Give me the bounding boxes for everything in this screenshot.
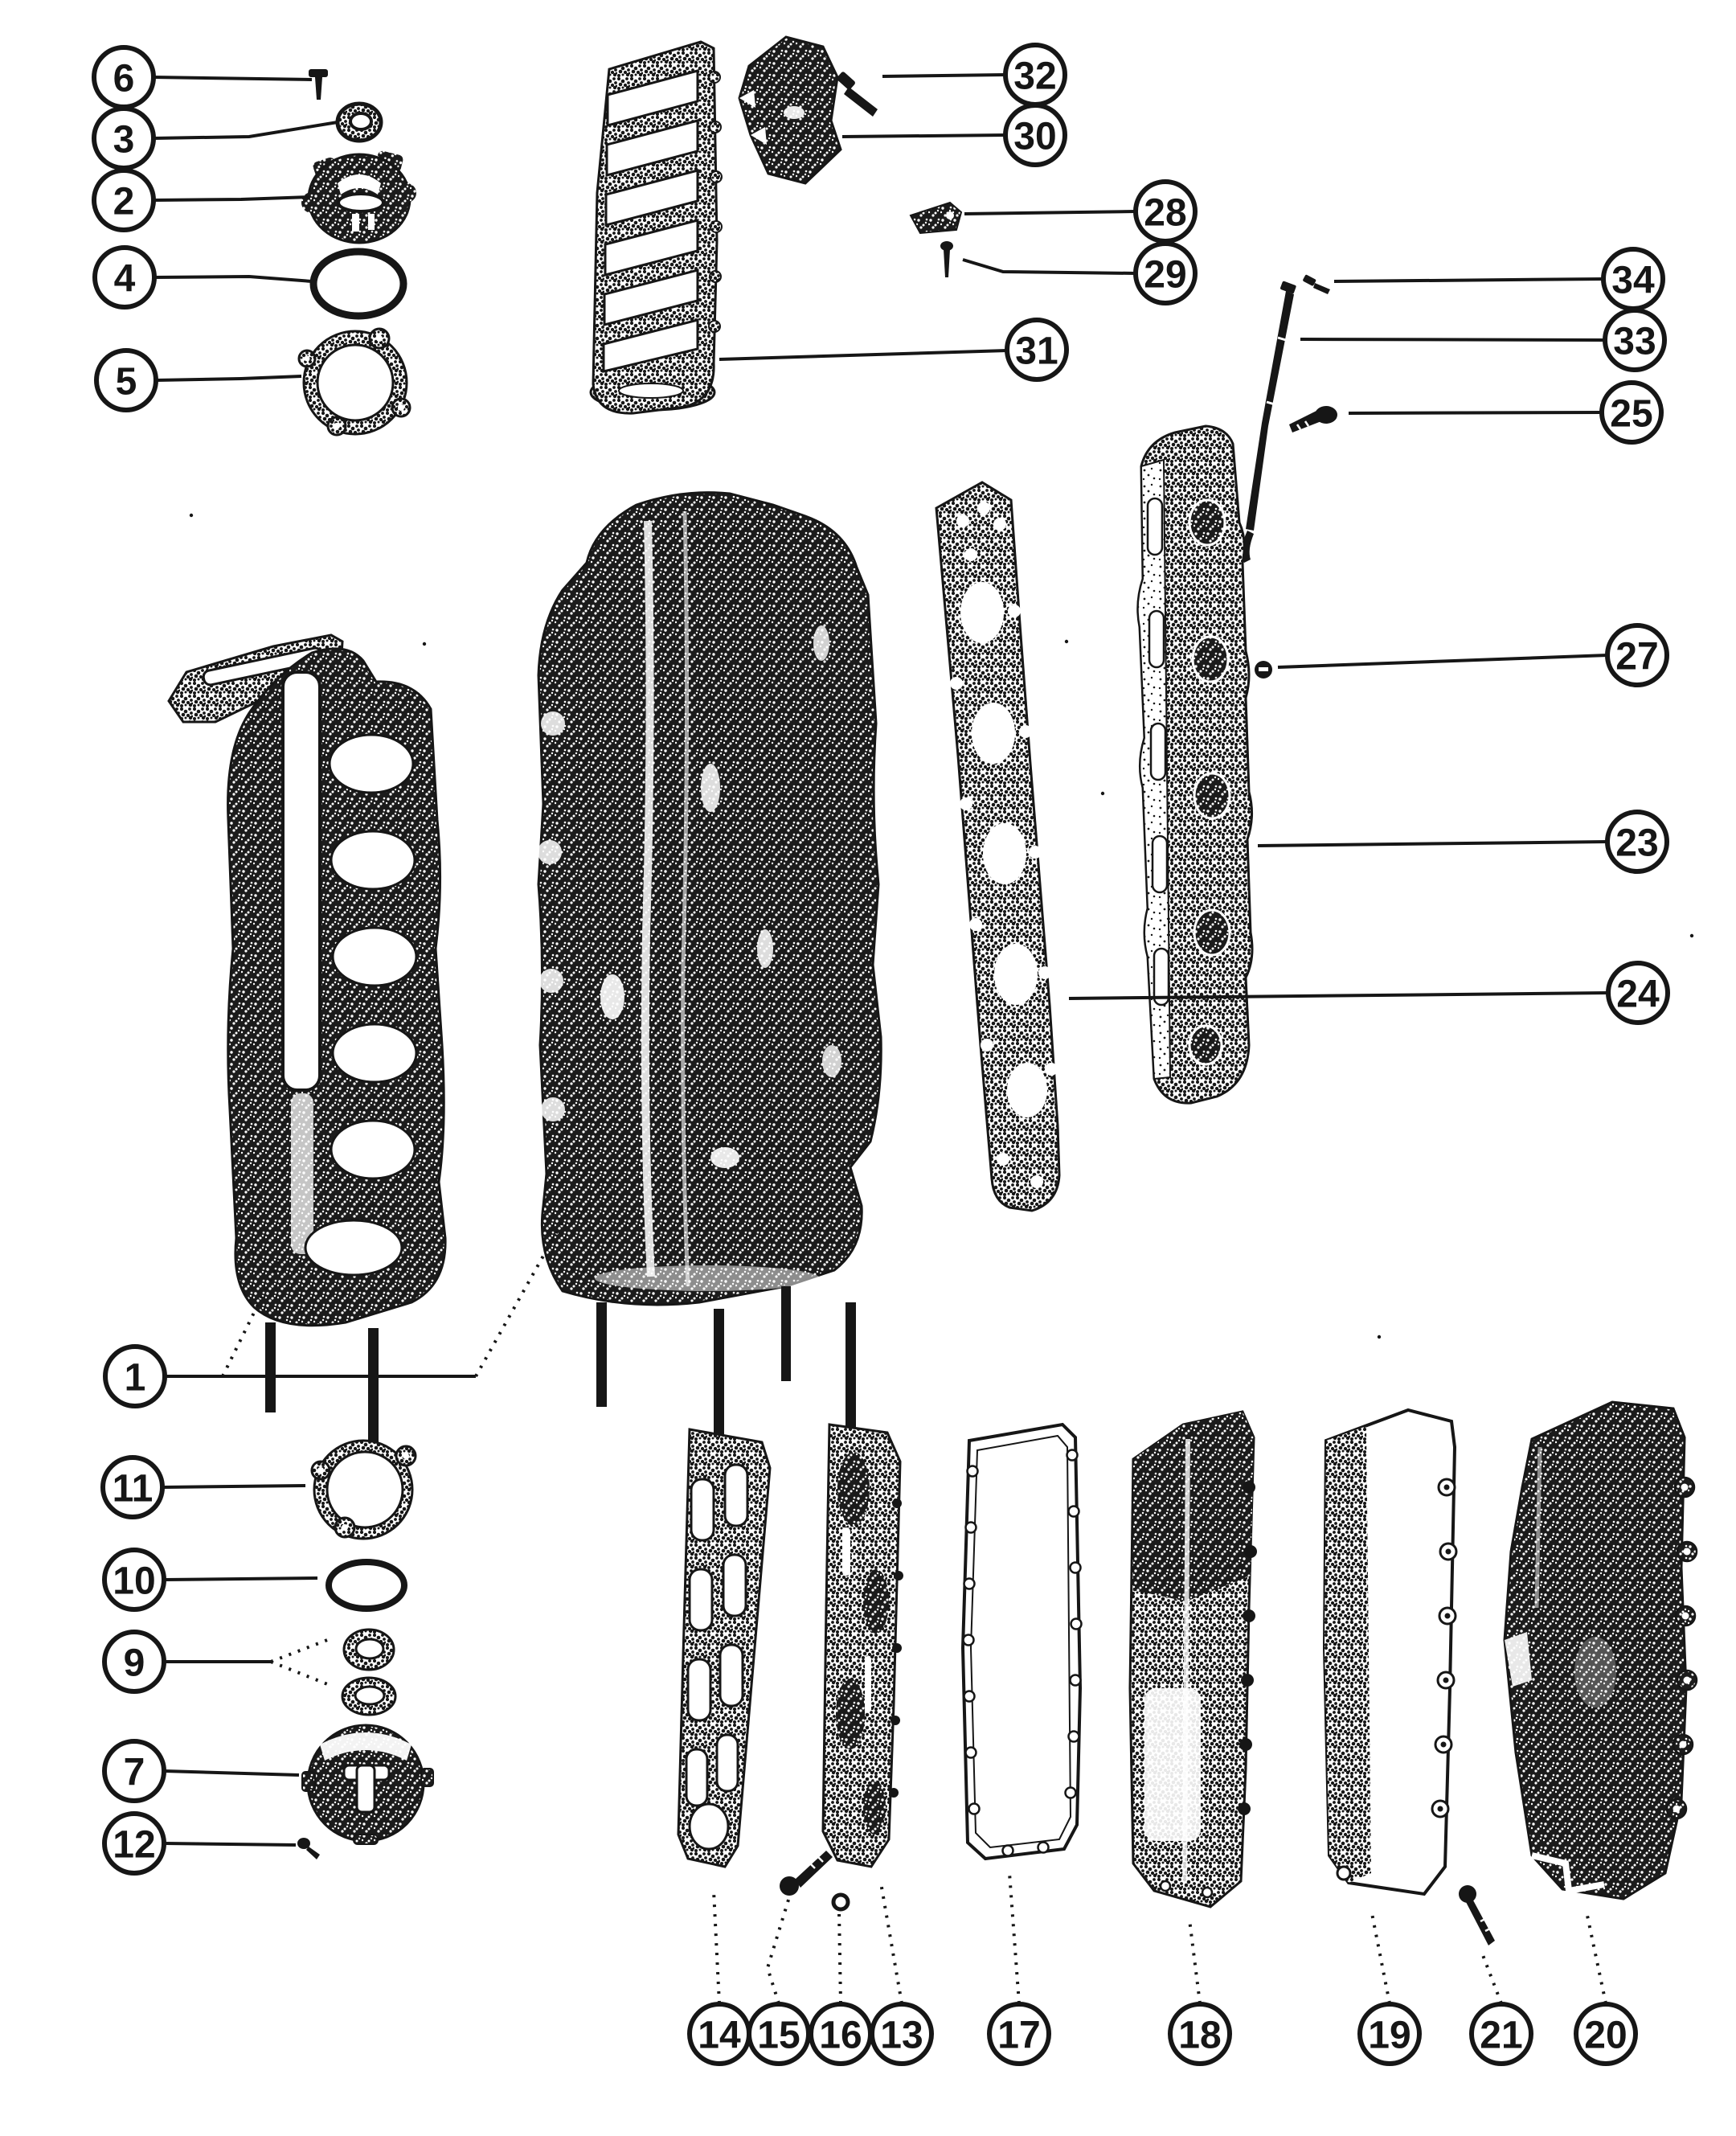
callout-number: 7 [123, 1751, 145, 1794]
noise-dot [1065, 640, 1068, 643]
part-screw-6 [309, 69, 328, 100]
head-machined-flange [1138, 460, 1170, 1079]
callout-18 [1170, 1920, 1230, 2064]
callout-number: 6 [113, 57, 135, 100]
callout-number: 21 [1480, 2014, 1523, 2057]
callout-17 [989, 1873, 1049, 2064]
part-link-rod-33 [1242, 281, 1296, 563]
callout-29 [963, 244, 1195, 303]
callout-15 [749, 1897, 809, 2064]
callout-number: 34 [1611, 259, 1655, 302]
leader-line [839, 1912, 841, 2003]
leader-line [768, 1897, 789, 2003]
part-bolt-21 [1459, 1885, 1495, 1945]
leader-line [842, 135, 1005, 137]
leader-line [271, 1662, 334, 1687]
leader-line [1483, 1955, 1501, 2003]
callout-7 [104, 1741, 299, 1801]
callout-number: 4 [113, 257, 136, 301]
callout-2 [94, 170, 309, 230]
leader-line [165, 1843, 296, 1845]
leader-line [154, 77, 312, 80]
part-end-cap-gasket-5 [299, 329, 410, 435]
callout-number: 29 [1144, 253, 1187, 297]
callout-12 [104, 1814, 296, 1873]
leader-line [154, 122, 338, 138]
leader-line [719, 351, 1007, 359]
leader-line [156, 376, 301, 380]
callout-number: 28 [1144, 191, 1187, 235]
leader-line [1334, 279, 1603, 281]
callout-number: 27 [1615, 635, 1659, 679]
leader-line [963, 260, 1136, 273]
callout-number: 23 [1615, 822, 1659, 865]
callout-number: 18 [1178, 2014, 1222, 2057]
noise-dot [1378, 1335, 1381, 1339]
callout-4 [95, 248, 312, 307]
callout-number: 1 [124, 1356, 146, 1400]
part-bolt-15 [780, 1851, 833, 1896]
callout-number: 33 [1613, 320, 1656, 363]
callout-19 [1360, 1909, 1419, 2064]
callout-3 [94, 109, 338, 168]
callout-27 [1278, 625, 1667, 685]
part-screw-12 [297, 1838, 320, 1859]
noise-dot [190, 514, 193, 517]
callout-number: 9 [123, 1642, 145, 1685]
callout-number: 5 [115, 360, 137, 404]
callout-33 [1300, 310, 1664, 370]
leader-line [165, 1578, 317, 1580]
part-end-cap-7 [302, 1725, 433, 1844]
noise-dot [423, 642, 426, 646]
callout-number: 15 [757, 2014, 800, 2057]
leader-line [163, 1486, 305, 1487]
part-cylinder-head-23 [1138, 426, 1252, 1103]
part-washer-16 [833, 1895, 848, 1909]
leader-line [1278, 655, 1607, 667]
callout-number: 16 [819, 2014, 862, 2057]
part-crankcase-front-half-1 [169, 635, 445, 1481]
callout-9 [104, 1632, 334, 1691]
leader-line [882, 75, 1005, 76]
part-retainer-28 [911, 203, 961, 233]
callout-number: 32 [1013, 55, 1057, 98]
callout-number: 14 [698, 2014, 741, 2057]
part-screw-34 [1302, 274, 1330, 294]
callout-30 [842, 105, 1065, 165]
callout-number: 19 [1368, 2014, 1411, 2057]
part-head-gasket-24 [936, 482, 1059, 1211]
callout-number: 17 [997, 2014, 1041, 2057]
leader-line [964, 211, 1136, 214]
part-plug-27 [1255, 661, 1272, 679]
part-plate-13 [823, 1425, 903, 1867]
callout-14 [690, 1891, 749, 2064]
callout-number: 24 [1616, 973, 1660, 1016]
part-bolt-25 [1289, 406, 1337, 433]
callout-6 [94, 47, 312, 107]
part-cover-gasket-17 [963, 1425, 1082, 1859]
part-divider-plate-14 [678, 1429, 770, 1867]
part-seal-rings-9 [342, 1630, 395, 1715]
part-reed-block-30 [739, 37, 841, 183]
callout-11 [103, 1457, 305, 1517]
part-inner-exhaust-plate-18 [1130, 1412, 1257, 1907]
part-baffle-plate-31 [591, 42, 722, 413]
part-screw-29 [940, 241, 953, 277]
callout-21 [1472, 1955, 1531, 2064]
callout-20 [1576, 1912, 1636, 2064]
callout-23 [1258, 812, 1667, 871]
leader-line [1300, 339, 1605, 340]
callout-16 [811, 1912, 870, 2064]
callout-number: 30 [1013, 115, 1057, 158]
callout-13 [872, 1883, 931, 2064]
callout-number: 20 [1584, 2014, 1628, 2057]
callout-28 [964, 182, 1195, 241]
callout-31 [719, 320, 1067, 379]
noise-dot [1690, 934, 1693, 937]
part-outer-exhaust-gasket-19 [1325, 1410, 1456, 1894]
callout-number: 25 [1610, 392, 1653, 436]
leader-line [1349, 412, 1602, 413]
leader-line [1371, 1909, 1390, 2003]
leader-line [881, 1883, 902, 2003]
leader-line [714, 1891, 719, 2003]
callout-number: 3 [113, 118, 135, 162]
callout-5 [96, 351, 301, 410]
callout-32 [882, 45, 1065, 105]
part-o-ring-10 [329, 1562, 404, 1609]
leader-line [154, 197, 309, 200]
leader-line [271, 1638, 334, 1662]
part-o-ring-4 [313, 252, 403, 316]
noise-dot [1101, 792, 1104, 795]
leader-line [1587, 1912, 1606, 2003]
callout-10 [104, 1550, 317, 1609]
part-grommet-3 [338, 104, 381, 141]
callout-number: 12 [113, 1823, 156, 1867]
callout-number: 10 [113, 1560, 156, 1603]
callout-number: 2 [113, 180, 135, 223]
callout-number: 11 [112, 1467, 154, 1511]
part-exhaust-cover-20 [1505, 1402, 1697, 1899]
leader-line [1009, 1873, 1019, 2003]
leader-line [165, 1771, 299, 1775]
callout-number: 13 [880, 2014, 923, 2057]
leader-line [1258, 842, 1607, 846]
callout-number: 31 [1015, 330, 1058, 373]
part-bearing-housing-2 [301, 150, 416, 243]
part-cylinder-block-1 [538, 493, 881, 1487]
callout-34 [1334, 249, 1663, 309]
part-screw-32 [836, 71, 878, 117]
leader-line [1189, 1920, 1200, 2003]
part-ring-gasket-11 [312, 1441, 416, 1539]
leader-line [154, 277, 312, 281]
callout-25 [1349, 383, 1661, 442]
